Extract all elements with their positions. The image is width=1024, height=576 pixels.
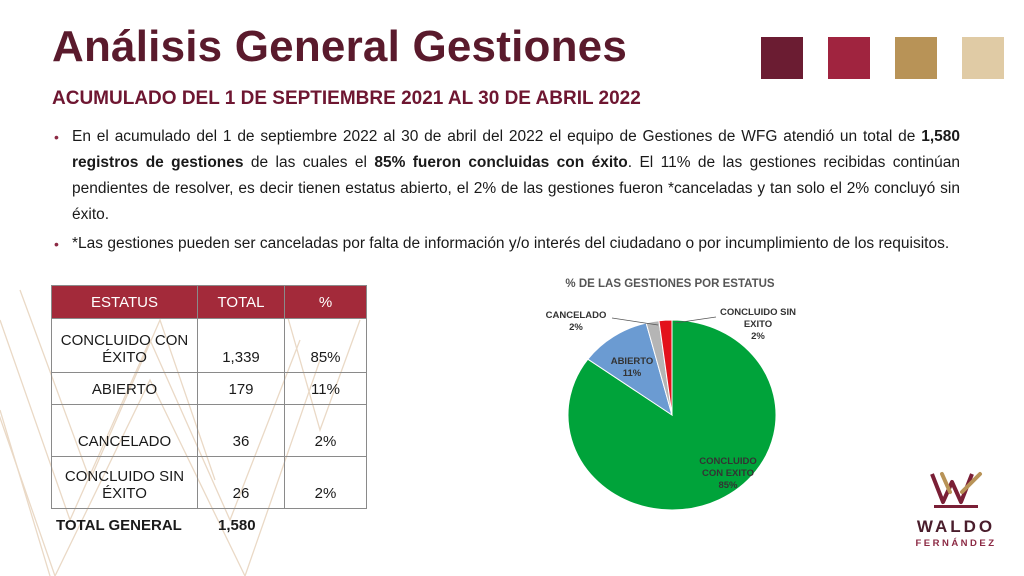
page-subtitle: ACUMULADO DEL 1 DE SEPTIEMBRE 2021 AL 30 DE ABRIL 2022 (52, 88, 641, 109)
value-sin-exito: 2% (751, 331, 765, 342)
page-title: Análisis General Gestiones (52, 22, 627, 71)
label-sin-exito-line2: EXITO (743, 319, 773, 330)
cell-total: 1,339 (198, 319, 285, 373)
cell-percent: 2% (285, 405, 367, 457)
total-general-value: 1,580 (218, 517, 256, 534)
table-header-row (52, 286, 367, 319)
cell-total: 36 (198, 405, 285, 457)
label-cancelado: CANCELADO (545, 310, 607, 321)
logo-name: WALDO (916, 517, 996, 536)
pie-slices (568, 320, 776, 510)
color-swatches (761, 37, 1004, 79)
status-table (51, 285, 367, 509)
header-estatus: ESTATUS (52, 286, 198, 319)
status-pie-chart (520, 265, 820, 535)
cell-percent: 2% (285, 457, 367, 509)
value-abierto: 11% (622, 368, 642, 379)
cell-status: CONCLUIDO SIN ÉXITO (52, 457, 198, 509)
bullet-summary: • En el acumulado del 1 de septiembre 2022 al 30 de abril del 2022 el equipo de Gestiones de WFG atendió un total de 1,580 registros de gestiones de las cuales el 85% fueron concluidas con éxito. El 11% de las gestiones recibidas continúan pendientes de resolver, es decir tienen estatus abierto, el 2% de las gestiones fueron *canceladas y tan solo el 2% concluyó sin éxito. (54, 124, 960, 228)
logo-subname: FERNÁNDEZ (915, 538, 997, 549)
logo-w-icon (928, 470, 984, 510)
header-total: TOTAL (198, 286, 285, 319)
label-exito-line2: CON EXITO (701, 468, 755, 479)
waldo-fernandez-logo (906, 470, 1006, 549)
label-exito-line1: CONCLUIDO (699, 456, 757, 467)
cell-status: ABIERTO (52, 373, 198, 405)
swatch-gold (895, 37, 937, 79)
swatch-sand (962, 37, 1004, 79)
total-general-label: TOTAL GENERAL (56, 517, 182, 534)
cell-status: CONCLUIDO CON ÉXITO (52, 319, 198, 373)
swatch-maroon (761, 37, 803, 79)
table-row (52, 319, 367, 373)
value-exito: 85% (718, 480, 738, 491)
summary-bullets (54, 124, 960, 260)
cell-status: CANCELADO (52, 405, 198, 457)
value-cancelado: 2% (569, 322, 583, 333)
swatch-crimson (828, 37, 870, 79)
header-percent: % (285, 286, 367, 319)
cell-percent: 85% (285, 319, 367, 373)
cell-total: 26 (198, 457, 285, 509)
bullet-note: • *Las gestiones pueden ser canceladas por falta de información y/o interés del ciudadano o por incumplimiento de los requisitos. (54, 231, 960, 257)
table-row (52, 457, 367, 509)
cell-total: 179 (198, 373, 285, 405)
chart-title: % DE LAS GESTIONES POR ESTATUS (565, 278, 775, 290)
table-row (52, 405, 367, 457)
table-row (52, 373, 367, 405)
label-sin-exito-line1: CONCLUIDO SIN (720, 307, 796, 318)
cell-percent: 11% (285, 373, 367, 405)
label-abierto: ABIERTO (610, 356, 654, 367)
